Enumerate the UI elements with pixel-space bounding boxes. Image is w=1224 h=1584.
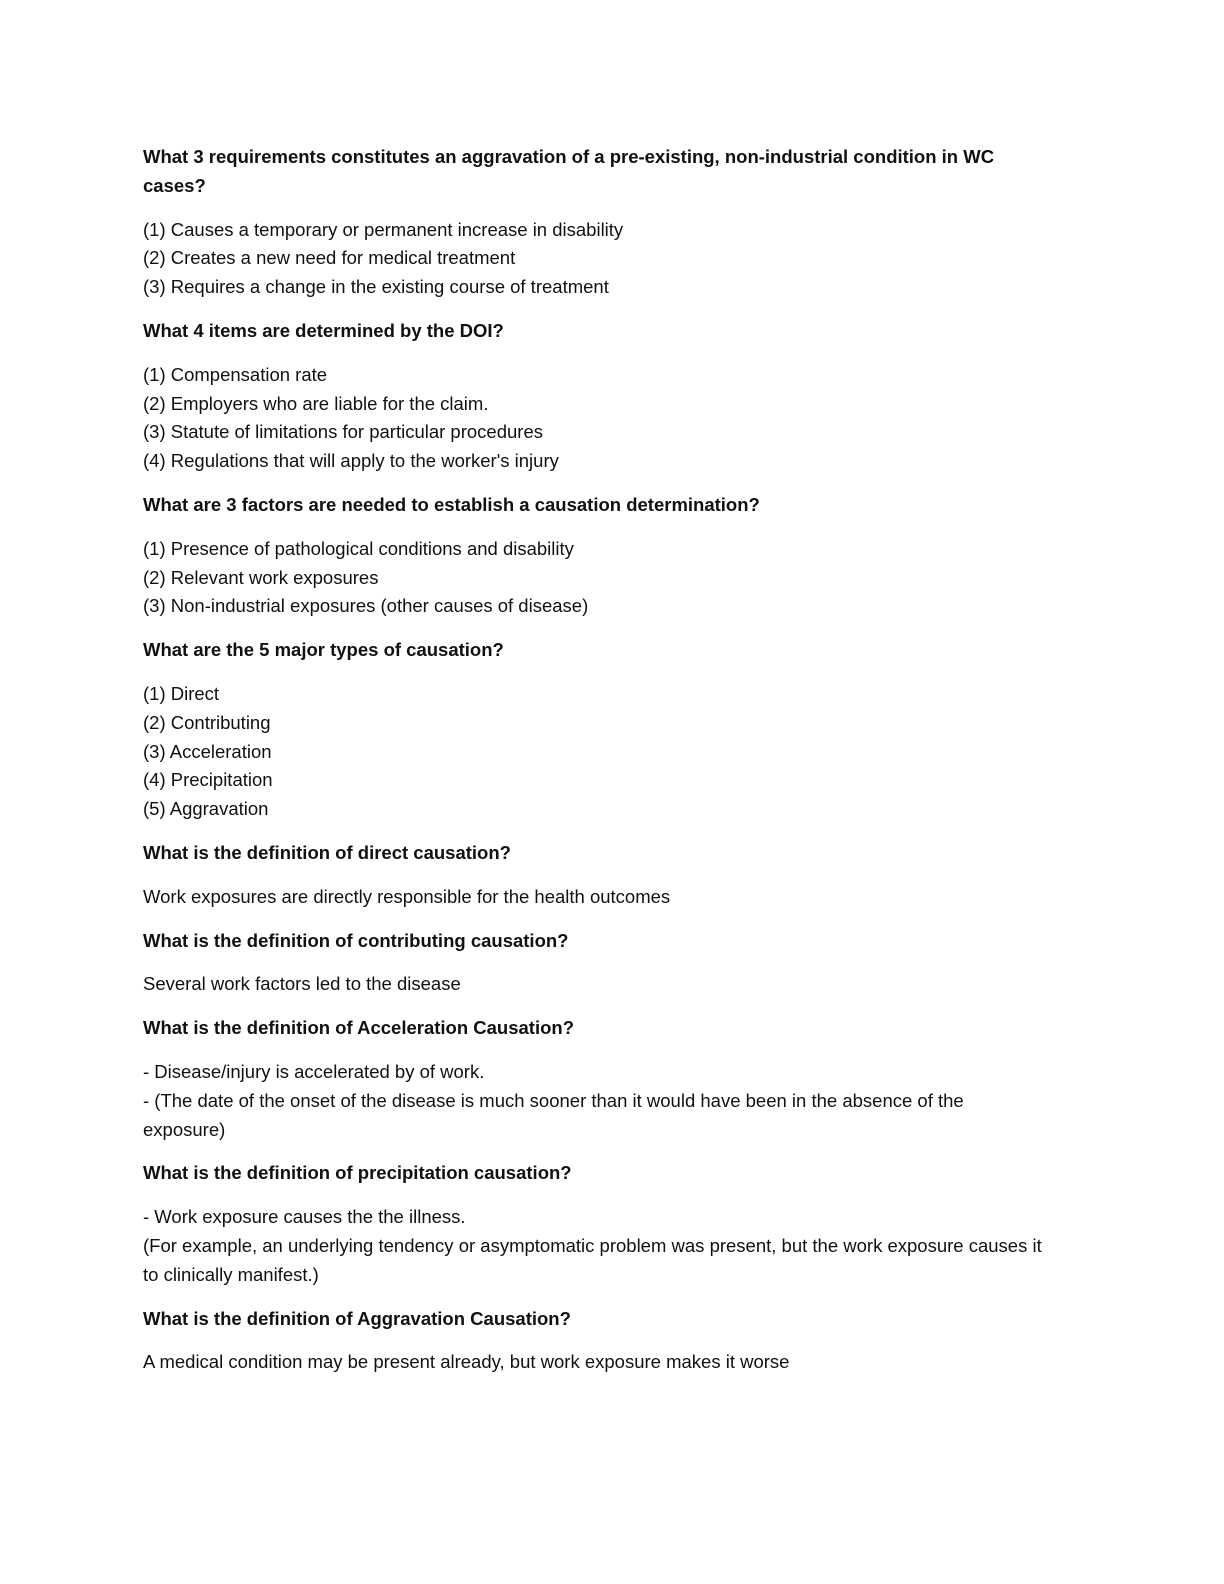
answer-item: (4) Precipitation bbox=[143, 769, 273, 791]
qa-section-acceleration-causation bbox=[143, 1014, 1043, 1144]
question-heading: What is the definition of Acceleration Causation? bbox=[143, 1017, 575, 1039]
question-heading: What is the definition of precipitation causation? bbox=[143, 1162, 572, 1184]
answer-list bbox=[143, 216, 1043, 302]
answer-item: (4) Regulations that will apply to the worker's injury bbox=[143, 450, 559, 472]
question-heading: What are 3 factors are needed to establish a causation determination? bbox=[143, 493, 760, 515]
answer-item: (3) Statute of limitations for particular procedures bbox=[143, 421, 543, 443]
answer-item: (1) Causes a temporary or permanent increase in disability bbox=[143, 218, 624, 240]
answer-item: (1) Compensation rate bbox=[143, 363, 328, 385]
question-heading: What is the definition of Aggravation Causation? bbox=[143, 1307, 571, 1329]
question-heading: What is the definition of contributing causation? bbox=[143, 929, 569, 951]
answer-item: (2) Contributing bbox=[143, 711, 271, 733]
document-page bbox=[143, 143, 1043, 1392]
qa-section-doi-items bbox=[143, 317, 1043, 476]
qa-section-causation-types bbox=[143, 636, 1043, 824]
answer-item: (2) Relevant work exposures bbox=[143, 566, 379, 588]
answer-list bbox=[143, 361, 1043, 476]
answer-text: - Disease/injury is accelerated by of work. bbox=[143, 1060, 485, 1082]
question-heading: What 3 requirements constitutes an aggravation of a pre-existing, non-industrial condition in WC cases? bbox=[143, 146, 995, 196]
answer-text: A medical condition may be present already, but work exposure makes it worse bbox=[143, 1351, 790, 1373]
qa-section-direct-causation bbox=[143, 839, 1043, 912]
answer-item: (5) Aggravation bbox=[143, 798, 269, 820]
qa-section-precipitation-causation bbox=[143, 1159, 1043, 1289]
answer-item: (2) Employers who are liable for the claim. bbox=[143, 392, 489, 414]
answer-text: - Work exposure causes the the illness. bbox=[143, 1206, 466, 1228]
qa-section-contributing-causation bbox=[143, 927, 1043, 1000]
answer-list bbox=[143, 535, 1043, 621]
qa-section-aggravation-causation bbox=[143, 1305, 1043, 1378]
answer-item: (3) Acceleration bbox=[143, 740, 272, 762]
qa-section-aggravation-requirements bbox=[143, 143, 1043, 302]
answer-text: Several work factors led to the disease bbox=[143, 973, 461, 995]
question-heading: What 4 items are determined by the DOI? bbox=[143, 319, 504, 341]
answer-item: (2) Creates a new need for medical treatment bbox=[143, 247, 516, 269]
answer-text: - (The date of the onset of the disease is much sooner than it would have been in the absence of the exposure) bbox=[143, 1089, 964, 1140]
question-heading: What are the 5 major types of causation? bbox=[143, 639, 504, 661]
qa-section-causation-factors bbox=[143, 491, 1043, 621]
answer-item: (3) Requires a change in the existing course of treatment bbox=[143, 276, 609, 298]
answer-item: (1) Direct bbox=[143, 682, 220, 704]
question-heading: What is the definition of direct causation? bbox=[143, 841, 511, 863]
answer-item: (1) Presence of pathological conditions and disability bbox=[143, 537, 574, 559]
answer-list bbox=[143, 680, 1043, 824]
answer-text: Work exposures are directly responsible for the health outcomes bbox=[143, 885, 671, 907]
answer-item: (3) Non-industrial exposures (other causes of disease) bbox=[143, 595, 589, 617]
answer-text: (For example, an underlying tendency or asymptomatic problem was present, but the work exposure causes it to clinically manifest.) bbox=[143, 1234, 1042, 1285]
